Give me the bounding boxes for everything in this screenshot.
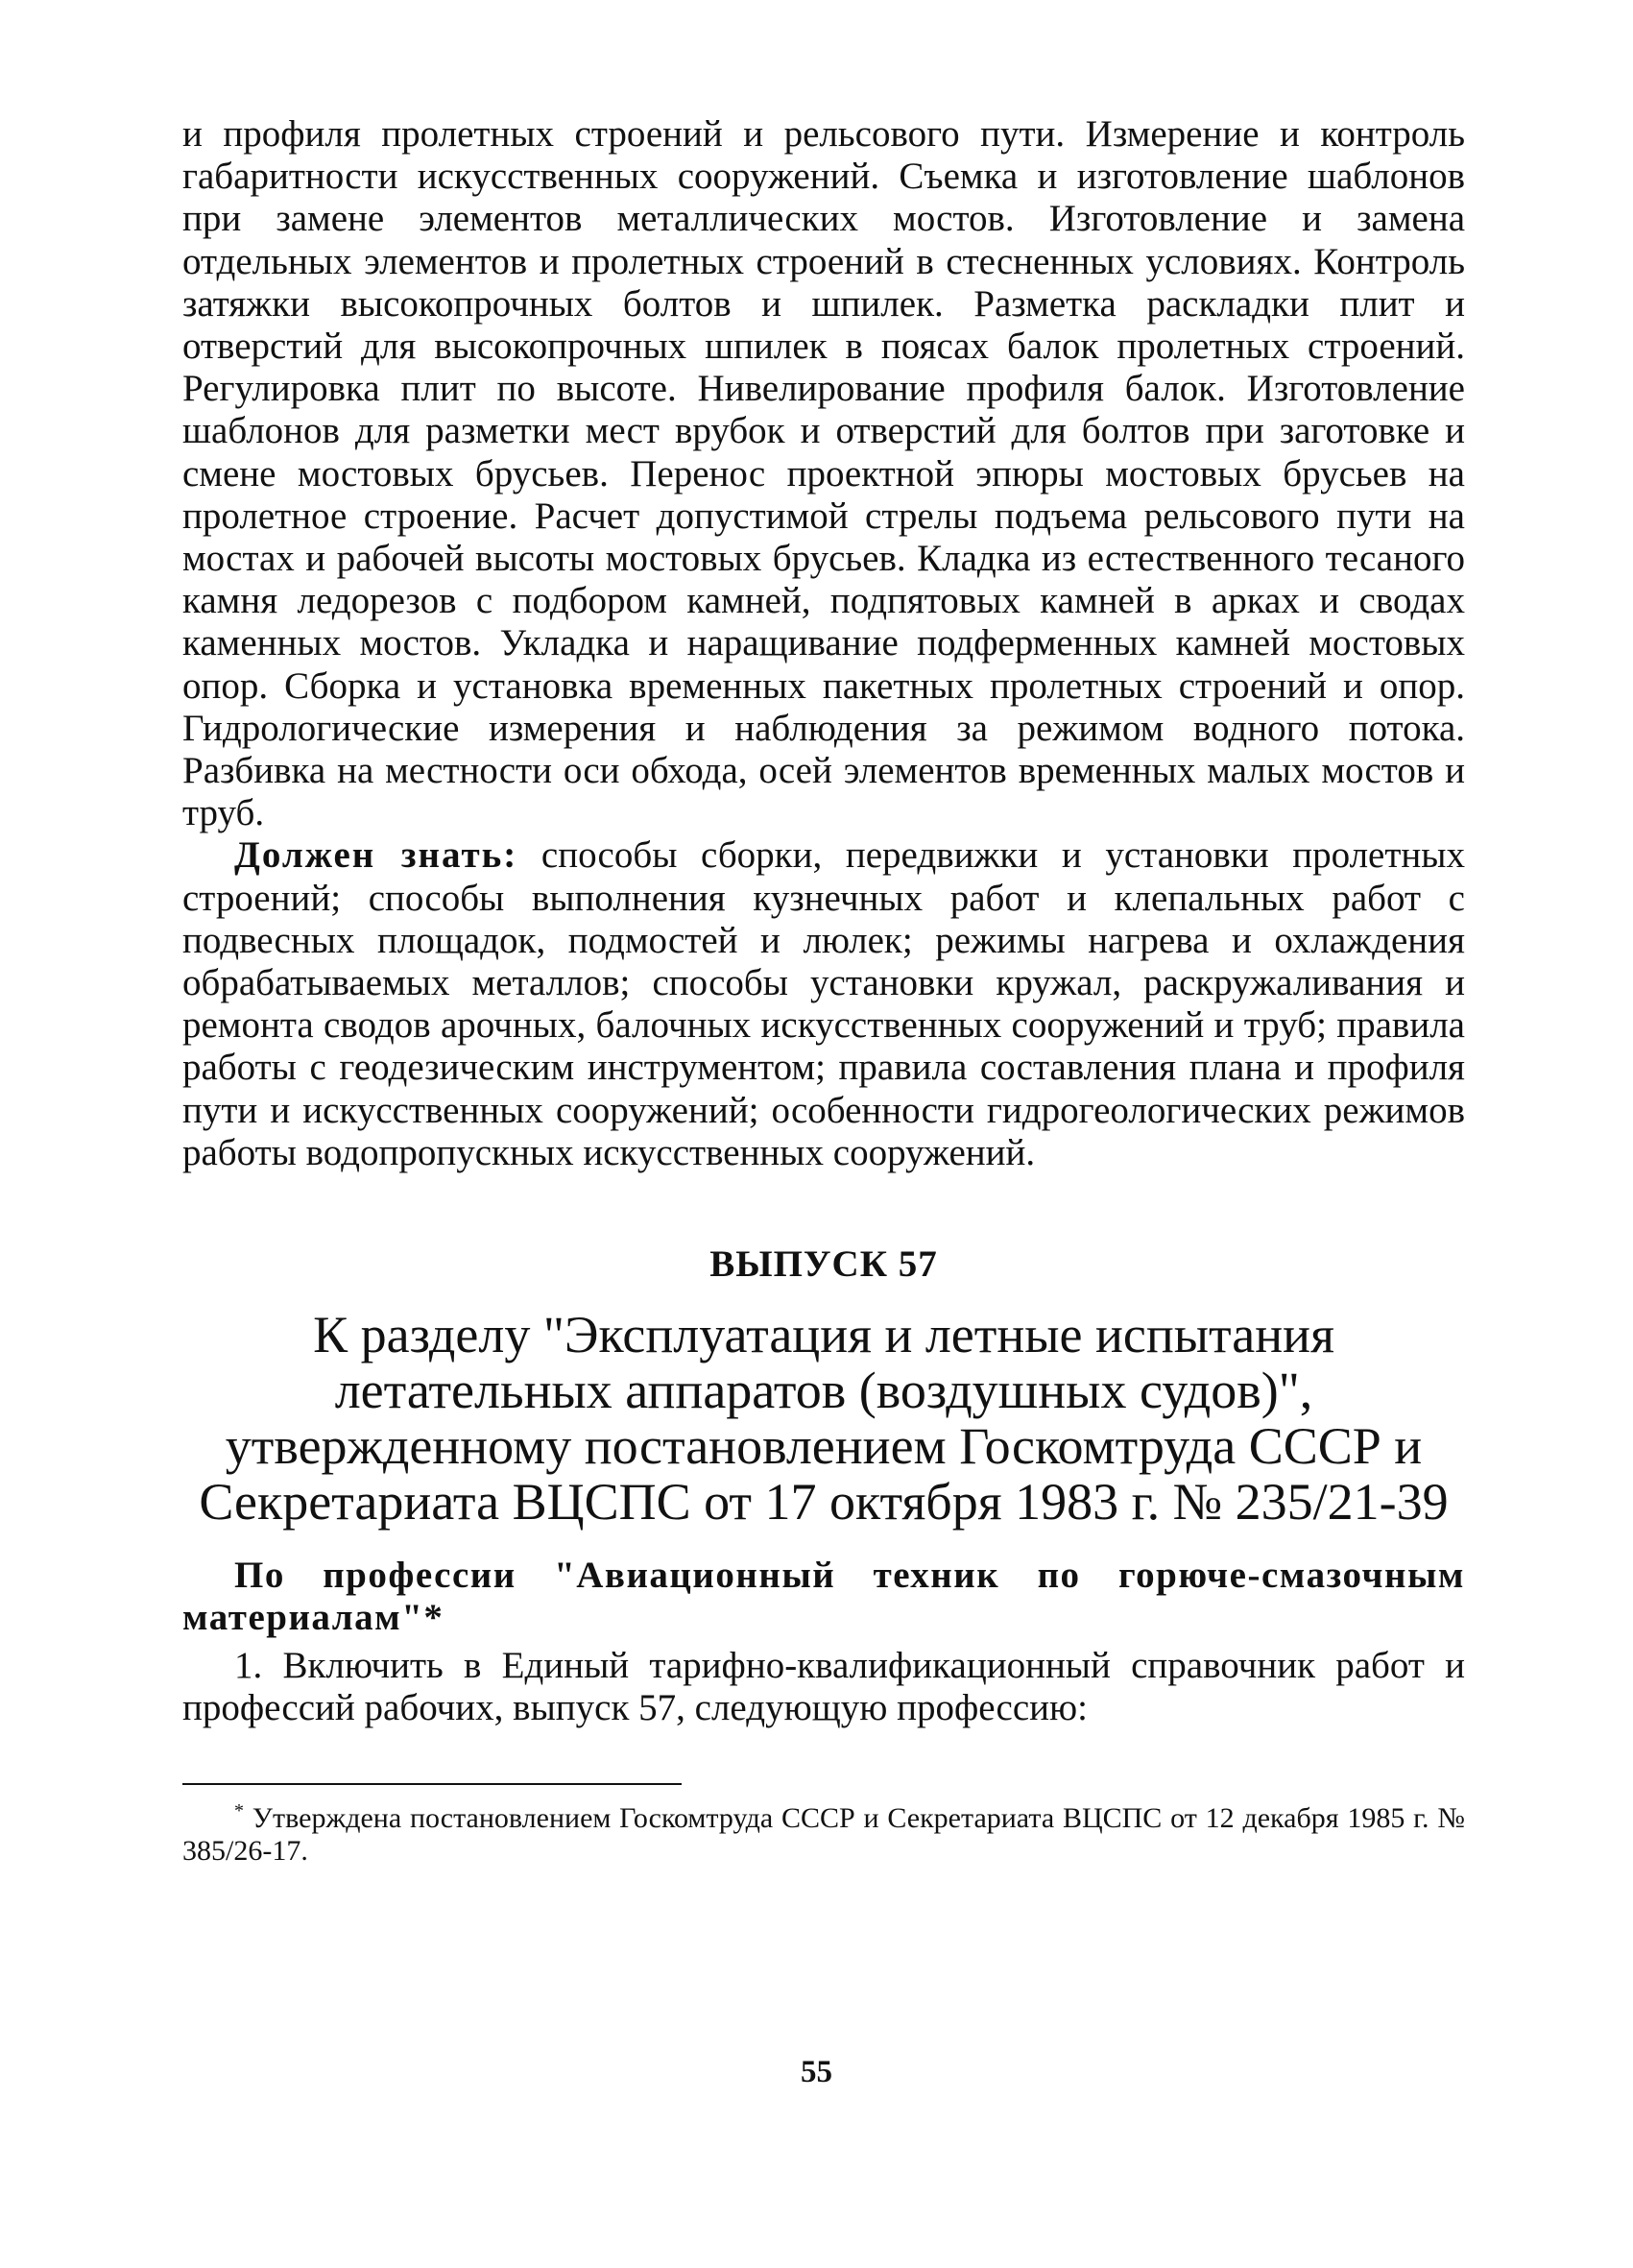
body-paragraph-continued: и профиля пролетных строений и рельсового пути. Измерение и контроль габаритности искусственных сооружений. Съемка и изготовление шаблонов при замене элементов металлических мостов. Изготовление и замена отдельных элементов и пролетных строений в стесненных условиях. Контроль затяжки высокопрочных болтов и шпилек. Разметка раскладки плит и отверстий для высокопрочных шпилек в поясах балок пролетных строений. Регулировка плит по высоте. Нивелирование профиля балок. Изготовление шаблонов для разметки мест врубок и отверстий для болтов при заготовке и смене мостовых брусьев. Перенос проектной эпюры мостовых брусьев на пролетное строение. Расчет допустимой стрелы подъема рельсового пути на мостах и рабочей высоты мостовых брусьев. Кладка из естественного тесаного камня ледорезов с подбором камней, подпятовых камней в арках и сводах каменных мостов. Укладка и наращивание подферменных камней мостовых опор. Сборка и установка временных пакетных пролетных строений и опор. Гидрологические измерения и наблюдения за режимом водного потока. Разбивка на местности оси обхода, осей элементов временных малых мостов и труб. (182, 113, 1465, 834)
footnote (182, 1802, 1465, 1868)
must-know-text: способы сборки, передвижки и установки пролетных строений; способы выполнения кузнечных работ и клепальных работ с подвесных площадок, подмостей и люлек; режимы нагрева и охлаждения обрабатываемых металлов; способы установки кружал, раскружаливания и ремонта сводов арочных, балочных искусственных сооружений и труб; правила работы с геодезическим инструментом; правила составления плана и профиля пути и искусственных сооружений; особенности гидрогеологических режимов работы водопропускных искусственных сооружений. (182, 834, 1465, 1173)
must-know-label: Должен знать: (234, 834, 518, 877)
section-title: К разделу "Эксплуатация и летные испытания летательных аппаратов (воздушных судов)", утвержденному постановлением Госкомтруда СССР и Секретариата ВЦСПС от 17 октября 1983 г. № 235/21-39 (199, 1306, 1449, 1532)
footnote-marker: * (234, 1800, 244, 1822)
page-number: 55 (801, 2055, 832, 2089)
footnote-divider (182, 1783, 682, 1785)
issue-heading: ВЫПУСК 57 (709, 1243, 938, 1286)
item-1-paragraph: 1. Включить в Единый тарифно-квалификационный справочник работ и профессий рабочих, выпуск 57, следующую профессию: (182, 1645, 1465, 1729)
footnote-text: Утверждена постановлением Госкомтруда СССР и Секретариата ВЦСПС от 12 декабря 1985 г. № 385/26-17. (182, 1802, 1465, 1868)
profession-title: По профессии "Авиационный техник по горюче-смазочным материалам"* (182, 1555, 1465, 1639)
body-paragraph-must-know (182, 834, 1465, 1174)
document-page (182, 113, 1465, 1868)
